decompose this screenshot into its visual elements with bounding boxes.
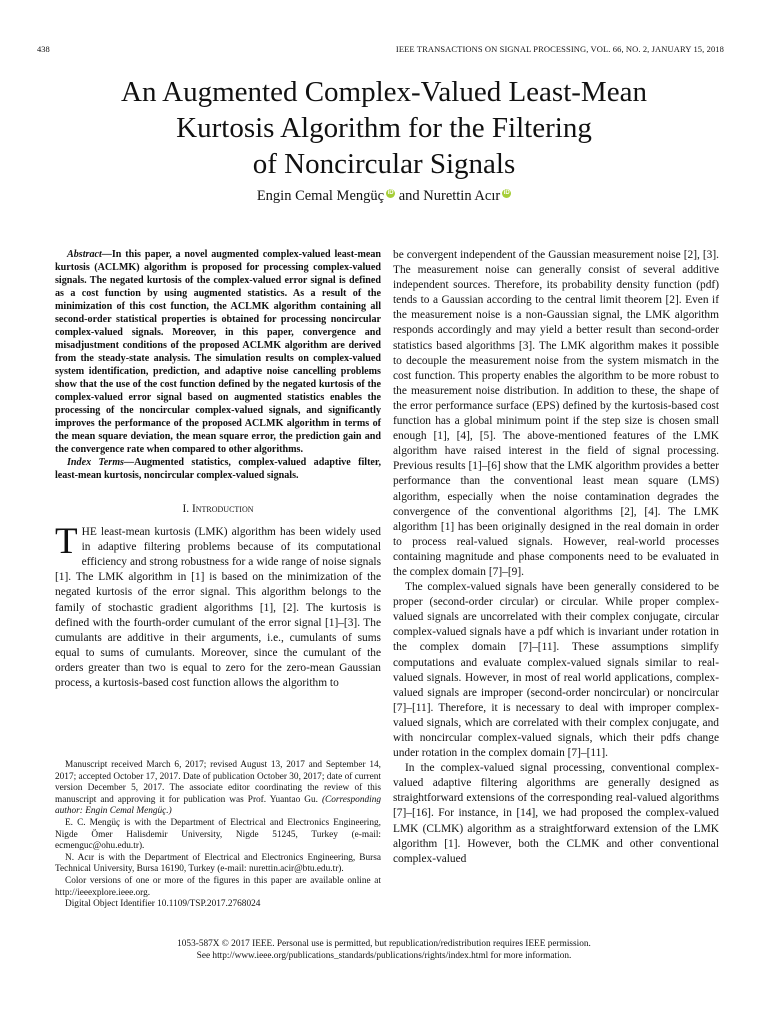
drop-cap: T: [55, 521, 78, 563]
body-paragraph: The complex-valued signals have been generally considered to be proper (second-order circular) or circular. While proper complex-valued signals are uncorrelated with their complex conjugate, circular complex-valued signals have a pdf which is invariant under rotation in the complex domain [7]–[11]. These assumptions simplify computations and evaluate complex-valued signals similar to real-valued signals. However, in most of real world applications, complex-valued signals are improper (second-order noncircular) or noncircular [7]–[11]. Therefore, it is necessary to deal with improper complex-valued signals, which are correlated with their complex conjugate, and with noncircular complex-valued signals, which their pdfs change under rotation in the complex domain [7]–[11].: [393, 581, 719, 760]
author-name: Nurettin Acır: [423, 188, 501, 204]
orcid-icon[interactable]: iD: [503, 190, 510, 196]
author-list: [60, 188, 708, 205]
corresponding-author: (Corresponding author: Engin Cemal Mengüç.): [55, 794, 382, 817]
footnote-affiliation: E. C. Mengüç is with the Department of Electrical and Electronics Engineering, Nigde Ömer Halisdemir University, Nigde 51245, Turkey (e-mail: ecmenguc@ohu.edu.tr).: [55, 817, 381, 852]
index-terms-label: Index Terms—: [67, 457, 135, 468]
paper-title: [60, 74, 708, 182]
footnote-manuscript: Manuscript received March 6, 2017; revised August 13, 2017 and September 14, 2017; accepted October 17, 2017. Date of publication October 30, 2017; date of current version December 5, 2017. The associate editor coordinating the review of this manuscript and approving it for publication was Prof. Yuantao Gu. (Corresponding author: Engin Cemal Mengüç.): [55, 760, 382, 817]
body-paragraph: In the complex-valued signal processing, conventional complex-valued adaptive filtering algorithms are generally designed as straightforward extensions of the corresponding real-valued algorithms [7]–[16]. For instance, in [14], we had proposed the complex-valued LMK (CLMK) algorithm as a straightforward extension of the LMK algorithm [1]. However, both the CLMK and other conventional complex-valued: [393, 762, 719, 865]
footnote-color: Color versions of one or more of the figures in this paper are available online at http://ieeexplore.ieee.org.: [55, 875, 381, 898]
left-column: [55, 248, 381, 691]
author-name: Engin Cemal Mengüç: [256, 188, 385, 204]
footnote-affiliation: N. Acır is with the Department of Electrical and Electronics Engineering, Bursa Technical University, Bursa 16190, Turkey (e-mail: nurettin.acir@btu.edu.tr).: [55, 852, 381, 875]
section-heading: I. Introduction: [182, 503, 254, 515]
intro-text: HE least-mean kurtosis (LMK) algorithm has been widely used in adaptive filtering problems because of its computational efficiency and strong robustness for a wide range of noise signals [1]. The LMK algorithm in [1] is based on the minimization of the negated kurtosis of the error signal. This algorithm belongs to the family of stochastic gradient algorithms [1], [2]. The kurtosis is defined with the fourth-order cumulant of the error signal [1]–[3]. The cumulants are additive in their arguments, i.e., cumulants of sums equal to sums of cumulants. Moreover, since the cumulant of the orders greater than two is equal to zero for the zero-mean Gaussian process, a kurtosis-based cost function allows the algorithm to: [55, 526, 381, 690]
title-line-2: Kurtosis Algorithm for the Filtering: [176, 112, 592, 144]
copyright-line: 1053-587X © 2017 IEEE. Personal use is permitted, but republication/redistribution requires IEEE permission.: [177, 939, 591, 949]
orcid-icon[interactable]: iD: [387, 190, 394, 196]
intro-paragraph: [55, 521, 381, 691]
journal-running-head: IEEE TRANSACTIONS ON SIGNAL PROCESSING, VOL. 66, NO. 2, JANUARY 15, 2018: [395, 44, 724, 54]
author-connector: and: [398, 188, 420, 204]
footnote-doi: Digital Object Identifier 10.1109/TSP.2017.2768024: [65, 899, 261, 910]
abstract-text: In this paper, a novel augmented complex-valued least-mean kurtosis (ACLMK) algorithm is proposed for processing complex-valued signals. The negated kurtosis of the complex-valued error signal is defined as a cost function by using augmented statistics. As a result of the minimization of this cost function, the ACLMK algorithm containing all second-order statistical properties is obtained for processing noncircular complex-valued signals. Moreover, in this paper, convergence and misadjustment conditions of the proposed ACLMK algorithm are derived from the steady-state analysis. The simulation results on complex-valued system identification, prediction, and adaptive noise cancelling problems show that the use of the cost function defined by the negated kurtosis of the complex-valued error signal based on augmented statistics enables the processing of the noncircular complex-valued signals, and significantly improves the performance of the proposed ACLMK algorithm in terms of the mean square deviation, the mean square error, the prediction gain and the convergence rate when compared to other algorithms.: [55, 249, 381, 455]
index-terms: [55, 456, 381, 482]
body-paragraph: be convergent independent of the Gaussian measurement noise [2], [3]. The measurement noise can generally consist of several additive independent sources. Therefore, its probability density function (pdf) tends to a Gaussian according to the central limit theorem [2]. Even if the measurement noise is a non-Gaussian signal, the LMK algorithm responds accordingly and may yield a better result than second-order statistics based algorithms [3]. The LMK algorithm makes it possible to decouple the measurement noise from the system mismatch in the cost function. This property enables the algorithm to be more robust to the measurement noise distribution. In addition to these, the shape of the error performance surface (EPS) defined by the kurtosis-based cost function has a global minimum point if the step size is chosen small enough [1], [4], [5]. The above-mentioned features of the LMK algorithm have raised interest in the field of signal processing. Previous results [1]–[6] show that the LMK algorithm provides a better performance than the conventional least mean square (LMS) algorithm, especially when the noise contamination degrades the convergence of the conventional algorithms [2], [4]. The LMK algorithm [1] has been originally designed in the real domain in order to process real-valued signals. However, real-world processes containing magnitude and phase components need to be evaluated in the complex domain [7]–[9].: [393, 249, 719, 578]
abstract: [55, 248, 381, 456]
abstract-label: Abstract—: [67, 249, 112, 260]
title-line-3: of Noncircular Signals: [252, 148, 516, 180]
footnotes: [55, 760, 381, 911]
right-column: [393, 248, 719, 867]
copyright-notice: [60, 939, 708, 962]
page-number: 438: [37, 44, 50, 54]
index-terms-text: Augmented statistics, complex-valued adaptive filter, least-mean kurtosis, noncircular complex-valued signals.: [55, 457, 381, 481]
rights-link[interactable]: See http://www.ieee.org/publications_standards/publications/rights/index.html for more information.: [196, 950, 572, 961]
title-line-1: An Augmented Complex-Valued Least-Mean: [121, 76, 647, 108]
